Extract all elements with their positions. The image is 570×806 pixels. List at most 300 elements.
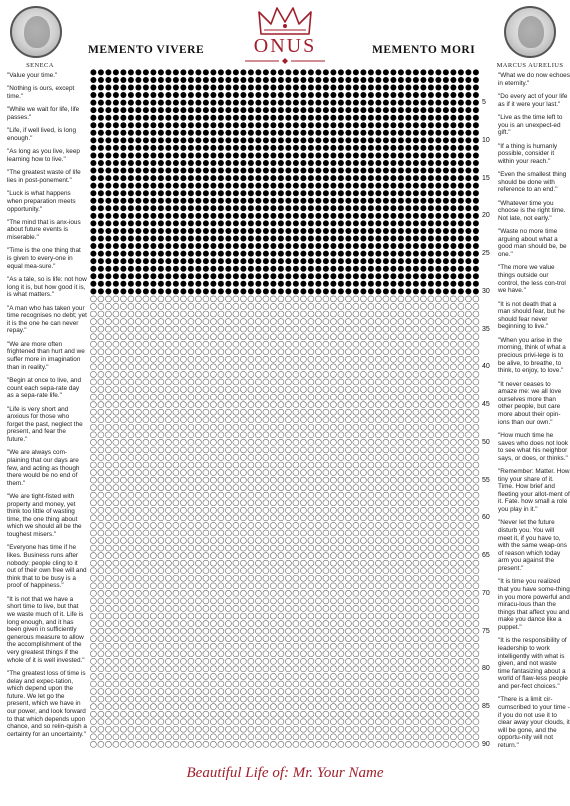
week-lived-dot [143,122,149,128]
week-lived-dot [105,145,111,151]
week-remaining-dot [210,379,216,385]
week-remaining-dot [255,326,261,332]
week-lived-dot [383,175,389,181]
week-lived-dot [345,122,351,128]
week-remaining-dot [255,356,261,362]
week-lived-dot [308,115,314,121]
week-remaining-dot [443,560,449,566]
week-lived-dot [128,175,134,181]
week-remaining-dot [390,454,396,460]
week-remaining-dot [345,507,351,513]
week-remaining-dot [180,560,186,566]
week-lived-dot [263,85,269,91]
week-lived-dot [248,145,254,151]
week-lived-dot [113,251,119,257]
week-remaining-dot [353,726,359,732]
week-lived-dot [450,228,456,234]
week-remaining-dot [263,545,269,551]
week-remaining-dot [105,568,111,574]
week-remaining-dot [428,666,434,672]
week-remaining-dot [338,628,344,634]
week-remaining-dot [248,673,254,679]
week-remaining-dot [240,689,246,695]
week-lived-dot [263,130,269,136]
year-row [90,288,479,294]
week-remaining-dot [188,492,194,498]
week-remaining-dot [465,356,471,362]
week-remaining-dot [323,387,329,393]
week-remaining-dot [293,575,299,581]
week-remaining-dot [195,560,201,566]
week-remaining-dot [390,734,396,740]
week-remaining-dot [435,560,441,566]
week-lived-dot [278,115,284,121]
week-remaining-dot [383,417,389,423]
week-lived-dot [368,107,374,113]
week-remaining-dot [428,734,434,740]
week-remaining-dot [293,311,299,317]
week-remaining-dot [465,402,471,408]
week-remaining-dot [255,545,261,551]
week-remaining-dot [458,726,464,732]
week-remaining-dot [263,303,269,309]
week-remaining-dot [240,575,246,581]
week-remaining-dot [195,326,201,332]
week-remaining-dot [345,689,351,695]
week-remaining-dot [128,371,134,377]
week-remaining-dot [105,734,111,740]
week-remaining-dot [293,689,299,695]
week-lived-dot [458,122,464,128]
week-remaining-dot [203,538,209,544]
week-remaining-dot [435,621,441,627]
week-remaining-dot [458,334,464,340]
week-remaining-dot [233,447,239,453]
week-lived-dot [158,281,164,287]
week-remaining-dot [338,402,344,408]
week-lived-dot [420,273,426,279]
week-remaining-dot [405,530,411,536]
week-remaining-dot [465,462,471,468]
week-lived-dot [338,183,344,189]
week-remaining-dot [180,605,186,611]
week-remaining-dot [315,545,321,551]
week-remaining-dot [413,734,419,740]
week-lived-dot [165,266,171,272]
week-lived-dot [420,115,426,121]
week-lived-dot [300,100,306,106]
week-remaining-dot [188,704,194,710]
week-remaining-dot [323,439,329,445]
week-remaining-dot [435,575,441,581]
week-lived-dot [473,92,479,98]
week-remaining-dot [285,726,291,732]
week-remaining-dot [233,432,239,438]
week-remaining-dot [278,470,284,476]
week-lived-dot [398,205,404,211]
week-remaining-dot [188,696,194,702]
week-remaining-dot [218,605,224,611]
week-remaining-dot [270,538,276,544]
week-lived-dot [338,77,344,83]
week-remaining-dot [150,583,156,589]
week-remaining-dot [150,424,156,430]
week-remaining-dot [375,621,381,627]
week-remaining-dot [435,545,441,551]
week-remaining-dot [450,303,456,309]
week-remaining-dot [135,583,141,589]
week-remaining-dot [420,364,426,370]
week-remaining-dot [218,454,224,460]
week-remaining-dot [135,349,141,355]
week-remaining-dot [300,319,306,325]
marcus-aurelius-quote: "Waste no more time arguing about what a good man should be, be one." [498,228,567,259]
week-lived-dot [195,205,201,211]
week-lived-dot [450,115,456,121]
week-remaining-dot [375,613,381,619]
week-lived-dot [188,175,194,181]
week-remaining-dot [135,658,141,664]
week-lived-dot [195,258,201,264]
week-lived-dot [113,183,119,189]
week-remaining-dot [338,477,344,483]
week-lived-dot [368,115,374,121]
week-lived-dot [225,266,231,272]
week-lived-dot [210,130,216,136]
week-remaining-dot [300,696,306,702]
year-row [90,281,479,287]
week-remaining-dot [90,621,96,627]
week-lived-dot [443,152,449,158]
week-remaining-dot [218,303,224,309]
week-remaining-dot [405,598,411,604]
week-lived-dot [308,190,314,196]
week-remaining-dot [180,394,186,400]
week-lived-dot [443,137,449,143]
week-remaining-dot [240,696,246,702]
week-lived-dot [210,77,216,83]
week-remaining-dot [405,689,411,695]
week-remaining-dot [330,515,336,521]
week-remaining-dot [120,560,126,566]
week-remaining-dot [158,439,164,445]
week-remaining-dot [458,553,464,559]
week-remaining-dot [398,696,404,702]
week-remaining-dot [165,394,171,400]
week-lived-dot [255,205,261,211]
week-remaining-dot [158,379,164,385]
week-remaining-dot [150,447,156,453]
week-lived-dot [383,100,389,106]
week-remaining-dot [120,417,126,423]
week-remaining-dot [188,575,194,581]
week-lived-dot [300,281,306,287]
week-remaining-dot [278,417,284,423]
week-remaining-dot [450,530,456,536]
week-remaining-dot [323,356,329,362]
week-lived-dot [248,77,254,83]
week-lived-dot [180,160,186,166]
week-remaining-dot [293,409,299,415]
week-lived-dot [90,100,96,106]
week-lived-dot [165,85,171,91]
week-lived-dot [368,205,374,211]
week-lived-dot [135,288,141,294]
week-remaining-dot [405,666,411,672]
week-lived-dot [240,107,246,113]
week-lived-dot [308,168,314,174]
week-remaining-dot [420,741,426,747]
week-remaining-dot [150,741,156,747]
week-remaining-dot [308,349,314,355]
week-remaining-dot [338,454,344,460]
year-row [90,311,479,317]
week-remaining-dot [135,538,141,544]
week-remaining-dot [180,598,186,604]
week-lived-dot [270,205,276,211]
week-remaining-dot [308,560,314,566]
week-remaining-dot [120,590,126,596]
week-lived-dot [368,122,374,128]
week-lived-dot [330,228,336,234]
week-remaining-dot [255,726,261,732]
week-lived-dot [420,258,426,264]
week-remaining-dot [428,477,434,483]
week-lived-dot [368,145,374,151]
week-remaining-dot [315,507,321,513]
week-remaining-dot [315,409,321,415]
week-remaining-dot [458,311,464,317]
week-remaining-dot [128,598,134,604]
week-lived-dot [180,115,186,121]
week-lived-dot [353,122,359,128]
week-remaining-dot [360,356,366,362]
week-remaining-dot [420,681,426,687]
week-remaining-dot [165,454,171,460]
week-remaining-dot [173,424,179,430]
week-remaining-dot [173,500,179,506]
week-remaining-dot [90,681,96,687]
week-remaining-dot [165,447,171,453]
week-remaining-dot [90,470,96,476]
week-remaining-dot [90,726,96,732]
week-remaining-dot [225,341,231,347]
week-remaining-dot [218,575,224,581]
year-row [90,258,479,264]
week-remaining-dot [135,409,141,415]
week-lived-dot [435,92,441,98]
week-lived-dot [345,168,351,174]
week-remaining-dot [225,538,231,544]
week-lived-dot [368,69,374,75]
week-remaining-dot [398,394,404,400]
week-remaining-dot [368,515,374,521]
year-row [90,371,479,377]
week-remaining-dot [428,689,434,695]
week-remaining-dot [210,734,216,740]
week-lived-dot [165,92,171,98]
week-lived-dot [173,251,179,257]
week-lived-dot [135,190,141,196]
week-lived-dot [300,137,306,143]
week-remaining-dot [420,424,426,430]
week-remaining-dot [233,303,239,309]
week-remaining-dot [165,371,171,377]
week-lived-dot [165,281,171,287]
week-lived-dot [308,236,314,242]
week-lived-dot [248,160,254,166]
week-lived-dot [285,258,291,264]
week-remaining-dot [188,394,194,400]
week-remaining-dot [135,530,141,536]
week-remaining-dot [263,417,269,423]
week-remaining-dot [120,734,126,740]
week-remaining-dot [345,681,351,687]
week-remaining-dot [135,424,141,430]
week-remaining-dot [135,621,141,627]
week-remaining-dot [308,371,314,377]
week-remaining-dot [225,500,231,506]
week-lived-dot [158,160,164,166]
week-remaining-dot [353,613,359,619]
week-lived-dot [143,213,149,219]
week-remaining-dot [443,568,449,574]
week-lived-dot [390,183,396,189]
week-remaining-dot [443,477,449,483]
week-remaining-dot [383,311,389,317]
week-remaining-dot [345,538,351,544]
week-remaining-dot [203,598,209,604]
week-remaining-dot [173,681,179,687]
week-lived-dot [270,92,276,98]
week-lived-dot [98,160,104,166]
week-remaining-dot [240,666,246,672]
week-remaining-dot [255,485,261,491]
week-remaining-dot [150,553,156,559]
week-lived-dot [128,145,134,151]
week-remaining-dot [188,636,194,642]
week-remaining-dot [225,417,231,423]
week-lived-dot [120,273,126,279]
week-remaining-dot [278,349,284,355]
week-remaining-dot [338,334,344,340]
week-remaining-dot [113,681,119,687]
week-remaining-dot [383,447,389,453]
week-remaining-dot [465,409,471,415]
week-lived-dot [338,137,344,143]
week-remaining-dot [158,590,164,596]
week-remaining-dot [90,741,96,747]
week-remaining-dot [405,590,411,596]
week-remaining-dot [173,477,179,483]
week-remaining-dot [113,470,119,476]
week-remaining-dot [375,704,381,710]
week-lived-dot [218,168,224,174]
week-remaining-dot [465,319,471,325]
week-lived-dot [368,100,374,106]
week-remaining-dot [375,726,381,732]
week-lived-dot [315,266,321,272]
week-remaining-dot [338,364,344,370]
week-remaining-dot [353,704,359,710]
week-remaining-dot [330,538,336,544]
week-remaining-dot [90,341,96,347]
week-lived-dot [390,152,396,158]
week-remaining-dot [240,432,246,438]
week-lived-dot [150,251,156,257]
week-lived-dot [315,69,321,75]
week-remaining-dot [428,621,434,627]
week-remaining-dot [443,734,449,740]
week-remaining-dot [270,613,276,619]
week-remaining-dot [308,643,314,649]
year-marker-label: 75 [482,627,490,635]
week-remaining-dot [165,598,171,604]
week-lived-dot [435,152,441,158]
year-row [90,417,479,423]
week-lived-dot [143,145,149,151]
year-row [90,303,479,309]
week-remaining-dot [135,553,141,559]
week-lived-dot [450,258,456,264]
week-remaining-dot [120,477,126,483]
week-lived-dot [405,152,411,158]
week-lived-dot [420,281,426,287]
week-remaining-dot [128,296,134,302]
week-lived-dot [158,145,164,151]
week-remaining-dot [405,583,411,589]
week-remaining-dot [150,560,156,566]
week-lived-dot [263,145,269,151]
week-remaining-dot [150,522,156,528]
week-lived-dot [188,190,194,196]
week-lived-dot [383,236,389,242]
week-remaining-dot [248,477,254,483]
week-remaining-dot [390,719,396,725]
week-remaining-dot [240,462,246,468]
week-remaining-dot [293,356,299,362]
week-remaining-dot [270,492,276,498]
week-lived-dot [218,85,224,91]
week-lived-dot [225,69,231,75]
week-lived-dot [225,198,231,204]
week-lived-dot [233,145,239,151]
week-remaining-dot [428,349,434,355]
week-lived-dot [278,198,284,204]
year-row [90,734,479,740]
week-lived-dot [330,69,336,75]
week-remaining-dot [233,492,239,498]
week-remaining-dot [308,515,314,521]
week-lived-dot [450,198,456,204]
week-remaining-dot [270,636,276,642]
week-remaining-dot [398,402,404,408]
week-lived-dot [315,168,321,174]
week-lived-dot [278,220,284,226]
week-lived-dot [353,190,359,196]
week-remaining-dot [398,515,404,521]
week-remaining-dot [413,394,419,400]
week-remaining-dot [420,454,426,460]
week-remaining-dot [195,613,201,619]
week-lived-dot [465,115,471,121]
week-lived-dot [345,77,351,83]
week-lived-dot [188,183,194,189]
week-remaining-dot [405,311,411,317]
week-remaining-dot [113,515,119,521]
week-lived-dot [120,258,126,264]
week-remaining-dot [353,296,359,302]
